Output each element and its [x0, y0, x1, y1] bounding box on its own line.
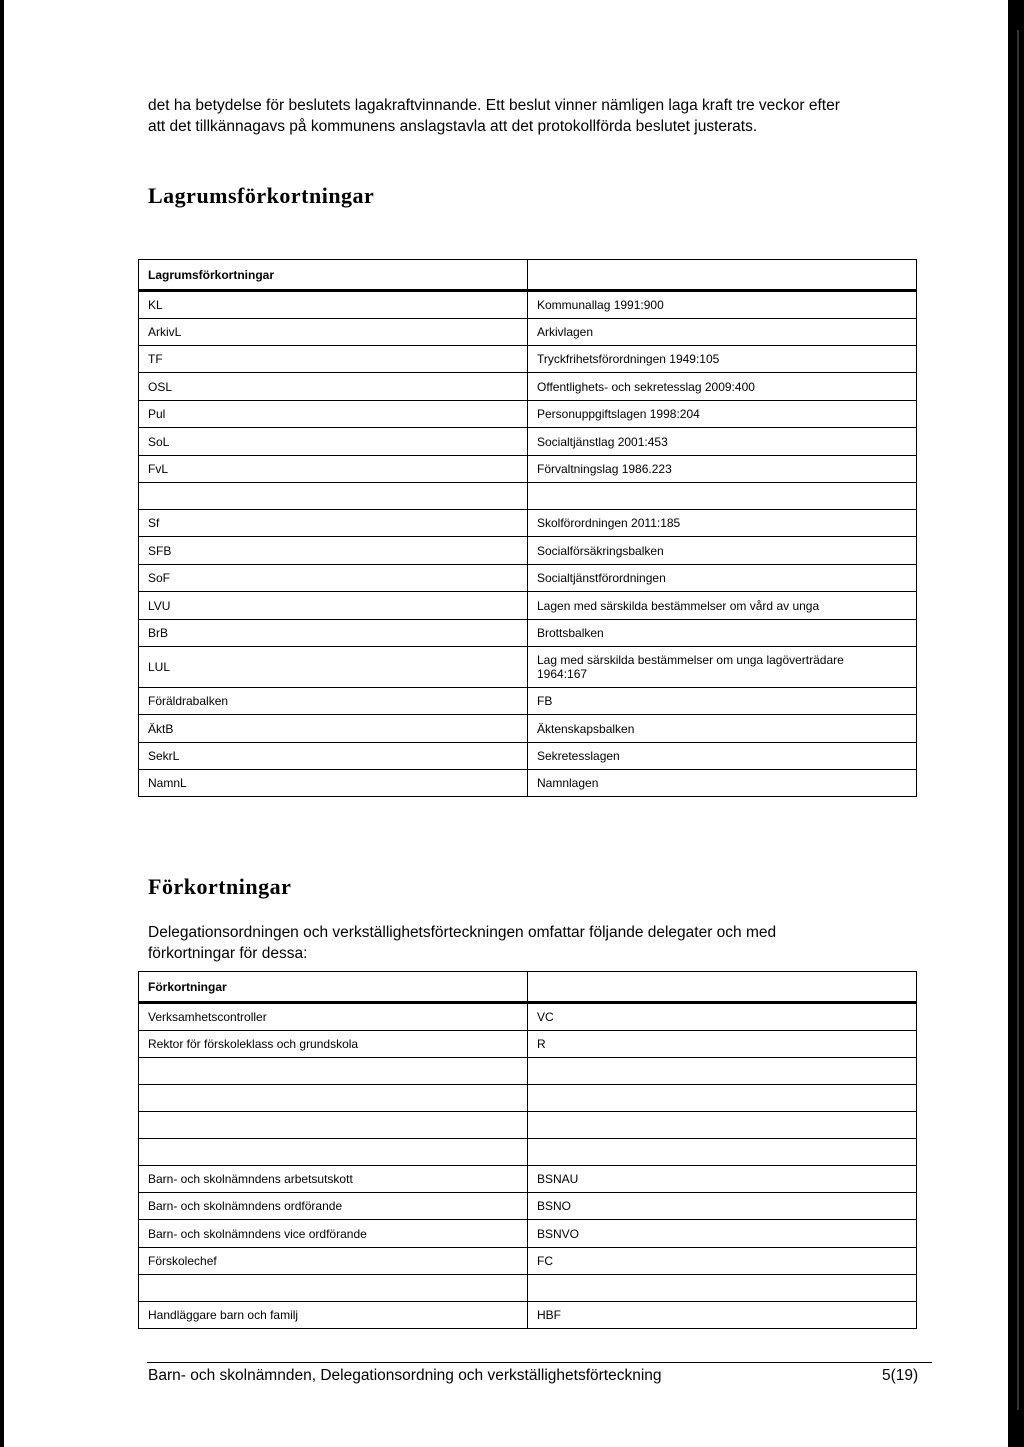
table-row [139, 537, 917, 565]
abbr-cell: OSL [139, 373, 528, 401]
table-row-empty [139, 1112, 917, 1139]
section2-intro-line-2: förkortningar för dessa: [148, 945, 308, 962]
table-row-empty [139, 1058, 917, 1085]
abbr-cell: BSNAU [528, 1166, 917, 1193]
table-row [139, 647, 917, 688]
footer-page-number: 5(19) [882, 1367, 919, 1384]
abbr-cell: KL [139, 291, 528, 319]
section2-intro-line-1: Delegationsordningen och verkställighetsförteckningen omfattar följande delegater och med [148, 924, 777, 941]
abbr-cell: BrB [139, 620, 528, 647]
table-row [139, 743, 917, 770]
table-row [139, 688, 917, 715]
role-cell: Rektor för förskoleklass och grundskola [139, 1031, 528, 1058]
name-cell: Socialtjänstförordningen [528, 565, 917, 592]
table-row [139, 1031, 917, 1058]
name-cell [528, 647, 917, 688]
section-heading-forkortningar: Förkortningar [148, 874, 292, 899]
abbr-cell: ArkivL [139, 319, 528, 346]
role-cell: Förskolechef [139, 1248, 528, 1275]
abbr-cell: SFB [139, 537, 528, 565]
name-cell: Sekretesslagen [528, 743, 917, 770]
table-row [139, 620, 917, 647]
table-row [139, 1003, 917, 1031]
footer-rule [147, 1362, 932, 1363]
table-header-row [139, 260, 917, 291]
table-row [139, 291, 917, 319]
table-row [139, 592, 917, 620]
table-header-cell: Lagrumsförkortningar [139, 260, 528, 291]
table-row [139, 346, 917, 373]
table-row [139, 428, 917, 456]
abbr-cell: ÄktB [139, 715, 528, 743]
abbr-cell: TF [139, 346, 528, 373]
table-row-empty [139, 1275, 917, 1302]
table-row-empty [139, 1085, 917, 1112]
abbr-cell: SekrL [139, 743, 528, 770]
table-row [139, 1248, 917, 1275]
name-cell: Tryckfrihetsförordningen 1949:105 [528, 346, 917, 373]
abbr-cell: Föräldrabalken [139, 688, 528, 715]
section-heading-lagrum: Lagrumsförkortningar [148, 183, 375, 208]
table-row [139, 1166, 917, 1193]
forkortningar-table [138, 971, 917, 1329]
abbr-cell: FvL [139, 456, 528, 483]
abbr-cell: NamnL [139, 770, 528, 797]
name-cell: Brottsbalken [528, 620, 917, 647]
abbr-cell: Pul [139, 401, 528, 428]
table-header-row [139, 972, 917, 1003]
table-row [139, 770, 917, 797]
footer-title: Barn- och skolnämnden, Delegationsordning och verkställighetsförteckning [148, 1367, 662, 1384]
abbr-cell: VC [528, 1003, 917, 1031]
name-cell: Personuppgiftslagen 1998:204 [528, 401, 917, 428]
role-cell: Handläggare barn och familj [139, 1302, 528, 1329]
name-cell: Äktenskapsbalken [528, 715, 917, 743]
abbr-cell: FC [528, 1248, 917, 1275]
name-cell: FB [528, 688, 917, 715]
abbr-cell: LUL [139, 647, 528, 688]
abbr-cell: BSNVO [528, 1220, 917, 1248]
role-cell: Verksamhetscontroller [139, 1003, 528, 1031]
table-row [139, 319, 917, 346]
lagrum-table [138, 259, 917, 797]
table-row [139, 1302, 917, 1329]
table-row [139, 456, 917, 483]
table-row [139, 1193, 917, 1220]
name-cell: Arkivlagen [528, 319, 917, 346]
name-cell: Offentlighets- och sekretesslag 2009:400 [528, 373, 917, 401]
table-row [139, 401, 917, 428]
document-page [4, 0, 1008, 1447]
abbr-cell: R [528, 1031, 917, 1058]
table-row [139, 510, 917, 537]
intro-line-1: det ha betydelse för beslutets lagakraftvinnande. Ett beslut vinner nämligen laga kraft tre veckor efter [148, 97, 840, 114]
name-cell: Socialförsäkringsbalken [528, 537, 917, 565]
abbr-cell: SoF [139, 565, 528, 592]
abbr-cell: Sf [139, 510, 528, 537]
name-line-2: 1964:167 [537, 667, 588, 681]
table-row [139, 565, 917, 592]
abbr-cell: LVU [139, 592, 528, 620]
role-cell: Barn- och skolnämndens vice ordförande [139, 1220, 528, 1248]
name-cell: Förvaltningslag 1986.223 [528, 456, 917, 483]
intro-line-2: att det tillkännagavs på kommunens anslagstavla att det protokollförda beslutet justerats. [148, 118, 758, 135]
table-row [139, 715, 917, 743]
abbr-cell: HBF [528, 1302, 917, 1329]
abbr-cell: BSNO [528, 1193, 917, 1220]
scan-edge [1017, 30, 1019, 1410]
name-cell: Socialtjänstlag 2001:453 [528, 428, 917, 456]
role-cell: Barn- och skolnämndens arbetsutskott [139, 1166, 528, 1193]
table-header-cell: Förkortningar [139, 972, 528, 1003]
name-cell: Namnlagen [528, 770, 917, 797]
table-row-empty [139, 1139, 917, 1166]
name-cell: Lagen med särskilda bestämmelser om vård av unga [528, 592, 917, 620]
table-row-empty [139, 483, 917, 510]
name-cell: Skolförordningen 2011:185 [528, 510, 917, 537]
table-row [139, 1220, 917, 1248]
name-cell: Kommunallag 1991:900 [528, 291, 917, 319]
role-cell: Barn- och skolnämndens ordförande [139, 1193, 528, 1220]
name-line-1: Lag med särskilda bestämmelser om unga lagöverträdare [537, 653, 844, 667]
table-row [139, 373, 917, 401]
abbr-cell: SoL [139, 428, 528, 456]
